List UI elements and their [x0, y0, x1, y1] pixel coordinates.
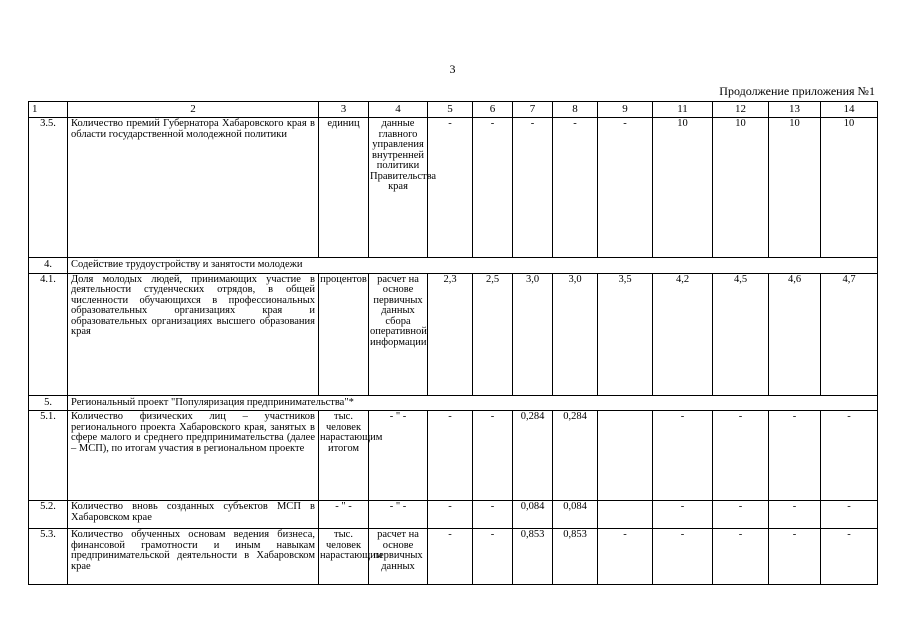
- value-cell: -: [653, 529, 713, 585]
- table-row: [29, 529, 878, 585]
- value-cell: 4,6: [769, 273, 821, 395]
- value-cell: [598, 501, 653, 529]
- value-cell: -: [428, 411, 473, 501]
- unit-cell: тыс. человек нарастающим: [319, 529, 369, 585]
- value-cell: -: [598, 529, 653, 585]
- page-number: 3: [449, 62, 456, 76]
- table-row: [29, 501, 878, 529]
- appendix-caption: Продолжение приложения №1: [719, 84, 875, 98]
- indicators-table: [28, 101, 878, 585]
- value-cell: 10: [769, 118, 821, 258]
- value-cell: -: [769, 501, 821, 529]
- value-cell: -: [473, 529, 513, 585]
- value-cell: -: [713, 411, 769, 501]
- unit-cell: единиц: [319, 118, 369, 258]
- source-cell: расчет на основе первичных данных: [369, 529, 428, 585]
- column-header: 4: [369, 102, 428, 118]
- column-header: 9: [598, 102, 653, 118]
- column-header: 6: [473, 102, 513, 118]
- value-cell: 3,0: [513, 273, 553, 395]
- value-cell: 10: [821, 118, 878, 258]
- value-cell: -: [769, 411, 821, 501]
- column-header: 14: [821, 102, 878, 118]
- value-cell: 0,853: [513, 529, 553, 585]
- row-number: 5.3.: [29, 529, 68, 585]
- value-cell: -: [713, 501, 769, 529]
- column-header: 3: [319, 102, 369, 118]
- value-cell: -: [473, 118, 513, 258]
- value-cell: -: [598, 118, 653, 258]
- value-cell: 4,2: [653, 273, 713, 395]
- table-row: [29, 411, 878, 501]
- value-cell: 3,5: [598, 273, 653, 395]
- value-cell: 4,5: [713, 273, 769, 395]
- value-cell: 3,0: [553, 273, 598, 395]
- source-cell: расчет на основе первичных данных сбора оперативной информации: [369, 273, 428, 395]
- value-cell: 0,084: [553, 501, 598, 529]
- value-cell: -: [428, 529, 473, 585]
- indicator-name: Количество обученных основам ведения бизнеса, финансовой грамотности и иным навыкам предпринимательской деятельности в Хабаровском крае: [68, 529, 319, 585]
- column-header: 1: [29, 102, 68, 118]
- value-cell: 0,084: [513, 501, 553, 529]
- value-cell: -: [653, 501, 713, 529]
- value-cell: -: [473, 501, 513, 529]
- value-cell: -: [821, 411, 878, 501]
- value-cell: -: [428, 118, 473, 258]
- value-cell: 0,284: [553, 411, 598, 501]
- value-cell: -: [769, 529, 821, 585]
- value-cell: 10: [713, 118, 769, 258]
- table-row: [29, 273, 878, 395]
- section-title: Региональный проект "Популяризация предпринимательства"*: [68, 395, 878, 411]
- value-cell: 0,853: [553, 529, 598, 585]
- row-number: 4.1.: [29, 273, 68, 395]
- row-number: 5.2.: [29, 501, 68, 529]
- value-cell: 2,5: [473, 273, 513, 395]
- header-row: [29, 102, 878, 118]
- row-number: 3.5.: [29, 118, 68, 258]
- value-cell: 4,7: [821, 273, 878, 395]
- unit-cell: тыс. человек нарастающим итогом: [319, 411, 369, 501]
- column-header: 2: [68, 102, 319, 118]
- indicator-name: Количество физических лиц – участников регионального проекта Хабаровского края, занятых в сфере малого и среднего предпринимательства (далее – МСП), по итогам участия в региональном проекте: [68, 411, 319, 501]
- section-number: 4.: [29, 258, 68, 274]
- source-cell: данные главного управления внутренней политики Правительства края: [369, 118, 428, 258]
- unit-cell: - " -: [319, 501, 369, 529]
- column-header: 12: [713, 102, 769, 118]
- value-cell: -: [713, 529, 769, 585]
- value-cell: [598, 411, 653, 501]
- value-cell: 0,284: [513, 411, 553, 501]
- table-row: [29, 118, 878, 258]
- value-cell: -: [553, 118, 598, 258]
- indicator-name: Доля молодых людей, принимающих участие в деятельности студенческих отрядов, в общей численности обучающихся в профессиональных образовательных организациях края и образовательных организациях высшего образования края: [68, 273, 319, 395]
- column-header: 8: [553, 102, 598, 118]
- column-header: 5: [428, 102, 473, 118]
- column-header: 13: [769, 102, 821, 118]
- column-header: 7: [513, 102, 553, 118]
- value-cell: -: [821, 529, 878, 585]
- section-row: [29, 258, 878, 274]
- value-cell: 10: [653, 118, 713, 258]
- value-cell: -: [653, 411, 713, 501]
- row-number: 5.1.: [29, 411, 68, 501]
- indicator-name: Количество премий Губернатора Хабаровского края в области государственной молодежной политики: [68, 118, 319, 258]
- section-number: 5.: [29, 395, 68, 411]
- column-header: 11: [653, 102, 713, 118]
- source-cell: - " -: [369, 501, 428, 529]
- source-cell: - " -: [369, 411, 428, 501]
- section-row: [29, 395, 878, 411]
- value-cell: -: [821, 501, 878, 529]
- section-title: Содействие трудоустройству и занятости молодежи: [68, 258, 878, 274]
- value-cell: -: [473, 411, 513, 501]
- value-cell: 2,3: [428, 273, 473, 395]
- indicator-name: Количество вновь созданных субъектов МСП в Хабаровском крае: [68, 501, 319, 529]
- value-cell: -: [513, 118, 553, 258]
- unit-cell: процентов: [319, 273, 369, 395]
- value-cell: -: [428, 501, 473, 529]
